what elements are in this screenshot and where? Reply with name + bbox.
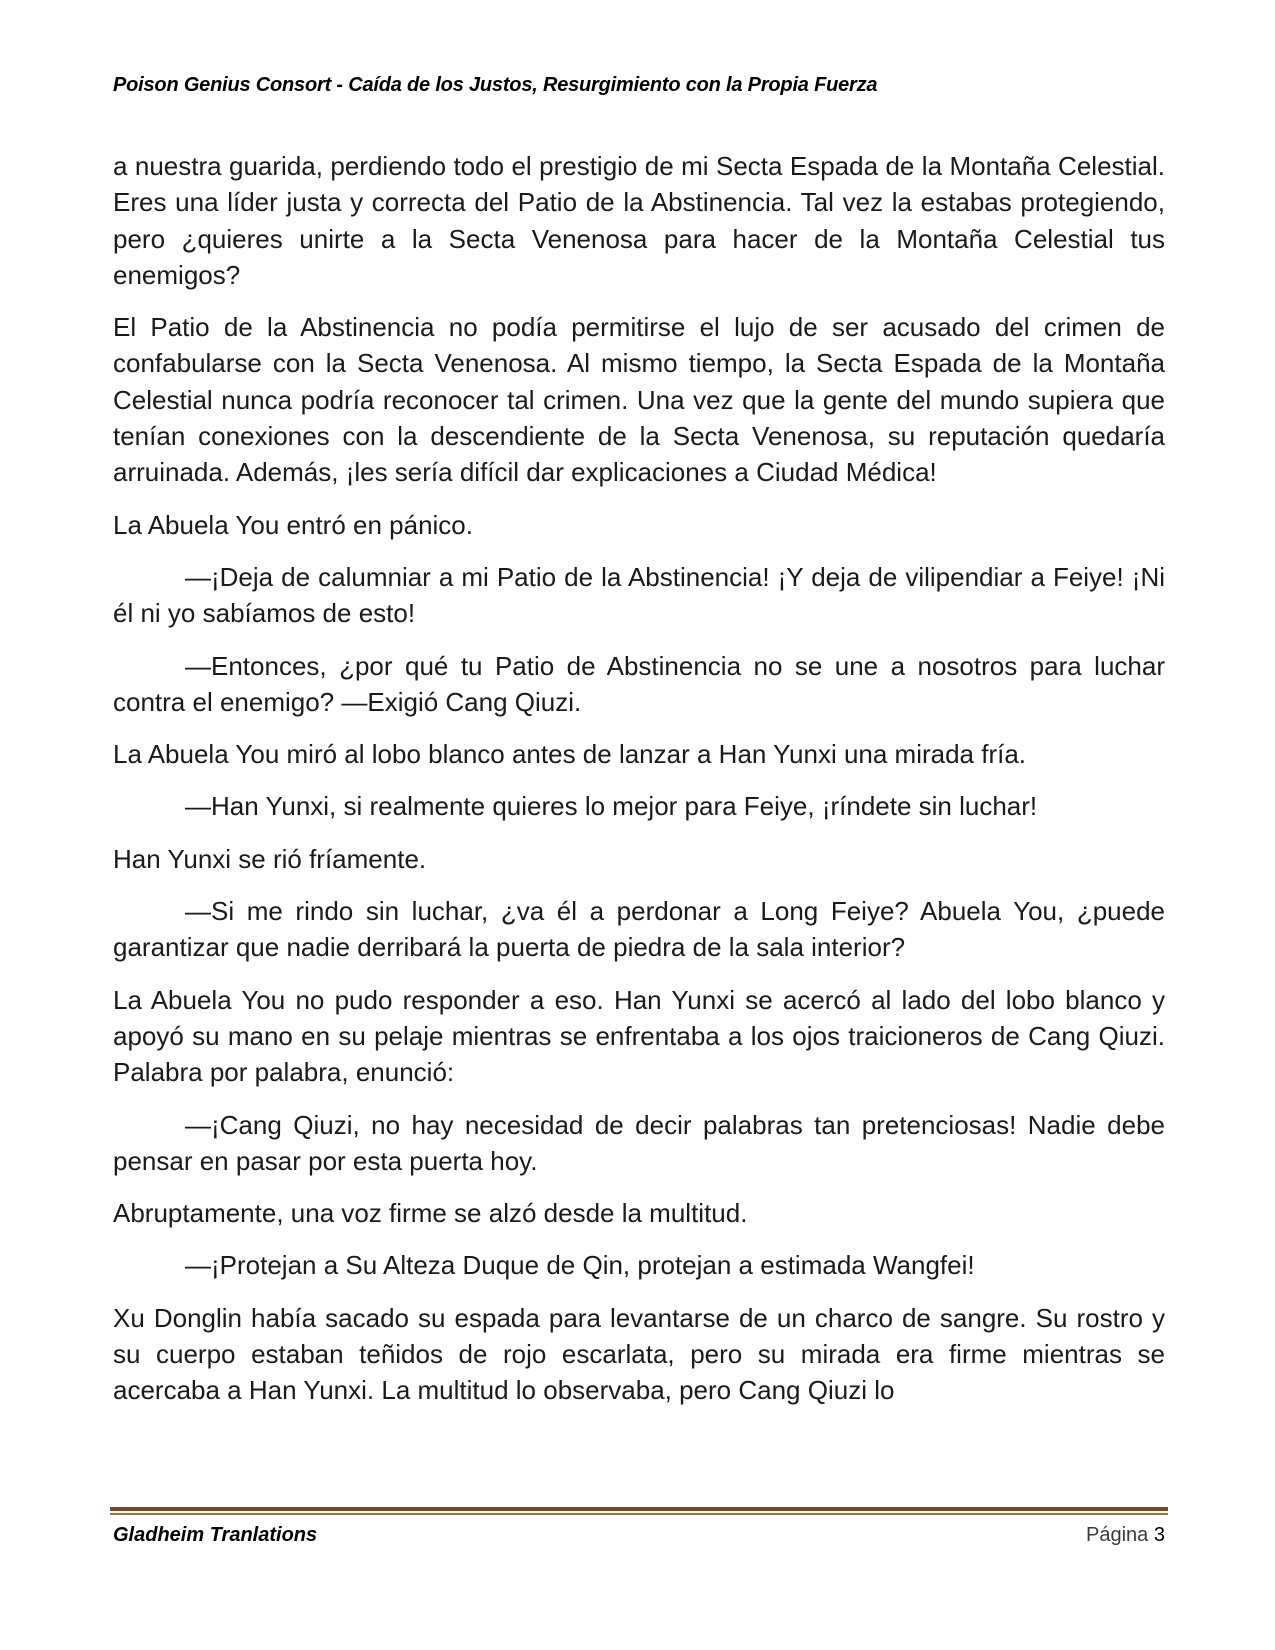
paragraph: a nuestra guarida, perdiendo todo el prestigio de mi Secta Espada de la Montaña Celestial. Eres una líder justa y correcta del Patio de la Abstinencia. Tal vez la estabas protegiendo, pero ¿quieres unirte a la Secta Venenosa para hacer de la Montaña Celestial tus enemigos? (113, 151, 1165, 290)
dialogue-paragraph: —¡Protejan a Su Alteza Duque de Qin, protejan a estimada Wangfei! (185, 1250, 975, 1281)
document-body (113, 148, 1165, 1425)
dialogue-paragraph: —Entonces, ¿por qué tu Patio de Abstinencia no se une a nosotros para luchar contra el enemigo? —Exigió Cang Qiuzi. (113, 650, 1165, 717)
paragraph: Abruptamente, una voz firme se alzó desde la multitud. (113, 1198, 748, 1229)
footer-translator: Gladheim Tranlations (113, 1524, 318, 1546)
dialogue-paragraph: —Si me rindo sin luchar, ¿va él a perdonar a Long Feiye? Abuela You, ¿puede garantizar que nadie derribará la puerta de piedra de la sala interior? (113, 896, 1165, 963)
paragraph: Xu Donglin había sacado su espada para levantarse de un charco de sangre. Su rostro y su cuerpo estaban teñidos de rojo escarlata, pero su mirada era firme mientras se acercaba a Han Yunxi. La multitud lo observaba, pero Cang Qiuzi lo (113, 1302, 1165, 1406)
page-number: 3 (1153, 1524, 1165, 1546)
footer-page-info (1086, 1524, 1165, 1547)
footer-divider (110, 1507, 1168, 1511)
paragraph: El Patio de la Abstinencia no podía permitirse el lujo de ser acusado del crimen de confabularse con la Secta Venenosa. Al mismo tiempo, la Secta Espada de la Montaña Celestial nunca podría reconocer tal crimen. Una vez que la gente del mundo supiera que tenían conexiones con la descendiente de la Secta Venenosa, su reputación quedaría arruinada. Además, ¡les sería difícil dar explicaciones a Ciudad Médica! (113, 312, 1165, 488)
page-header-title: Poison Genius Consort - Caída de los Justos, Resurgimiento con la Propia Fuerza (113, 74, 878, 96)
footer-divider-thin (110, 1513, 1168, 1515)
dialogue-paragraph: —¡Deja de calumniar a mi Patio de la Abstinencia! ¡Y deja de vilipendiar a Feiye! ¡Ni él ni yo sabíamos de esto! (113, 561, 1165, 629)
dialogue-paragraph: —Han Yunxi, si realmente quieres lo mejor para Feiye, ¡ríndete sin luchar! (185, 791, 1038, 822)
dialogue-paragraph: —¡Cang Qiuzi, no hay necesidad de decir palabras tan pretenciosas! Nadie debe pensar en pasar por esta puerta hoy. (113, 1109, 1165, 1176)
paragraph: La Abuela You entró en pánico. (113, 509, 473, 540)
paragraph: Han Yunxi se rió fríamente. (113, 843, 427, 874)
paragraph: La Abuela You no pudo responder a eso. Han Yunxi se acercó al lado del lobo blanco y apoyó su mano en su pelaje mientras se enfrentaba a los ojos traicioneros de Cang Qiuzi. Palabra por palabra, enunció: (113, 984, 1165, 1088)
page-label: Página (1086, 1524, 1149, 1546)
paragraph: La Abuela You miró al lobo blanco antes de lanzar a Han Yunxi una mirada fría. (113, 739, 1027, 770)
